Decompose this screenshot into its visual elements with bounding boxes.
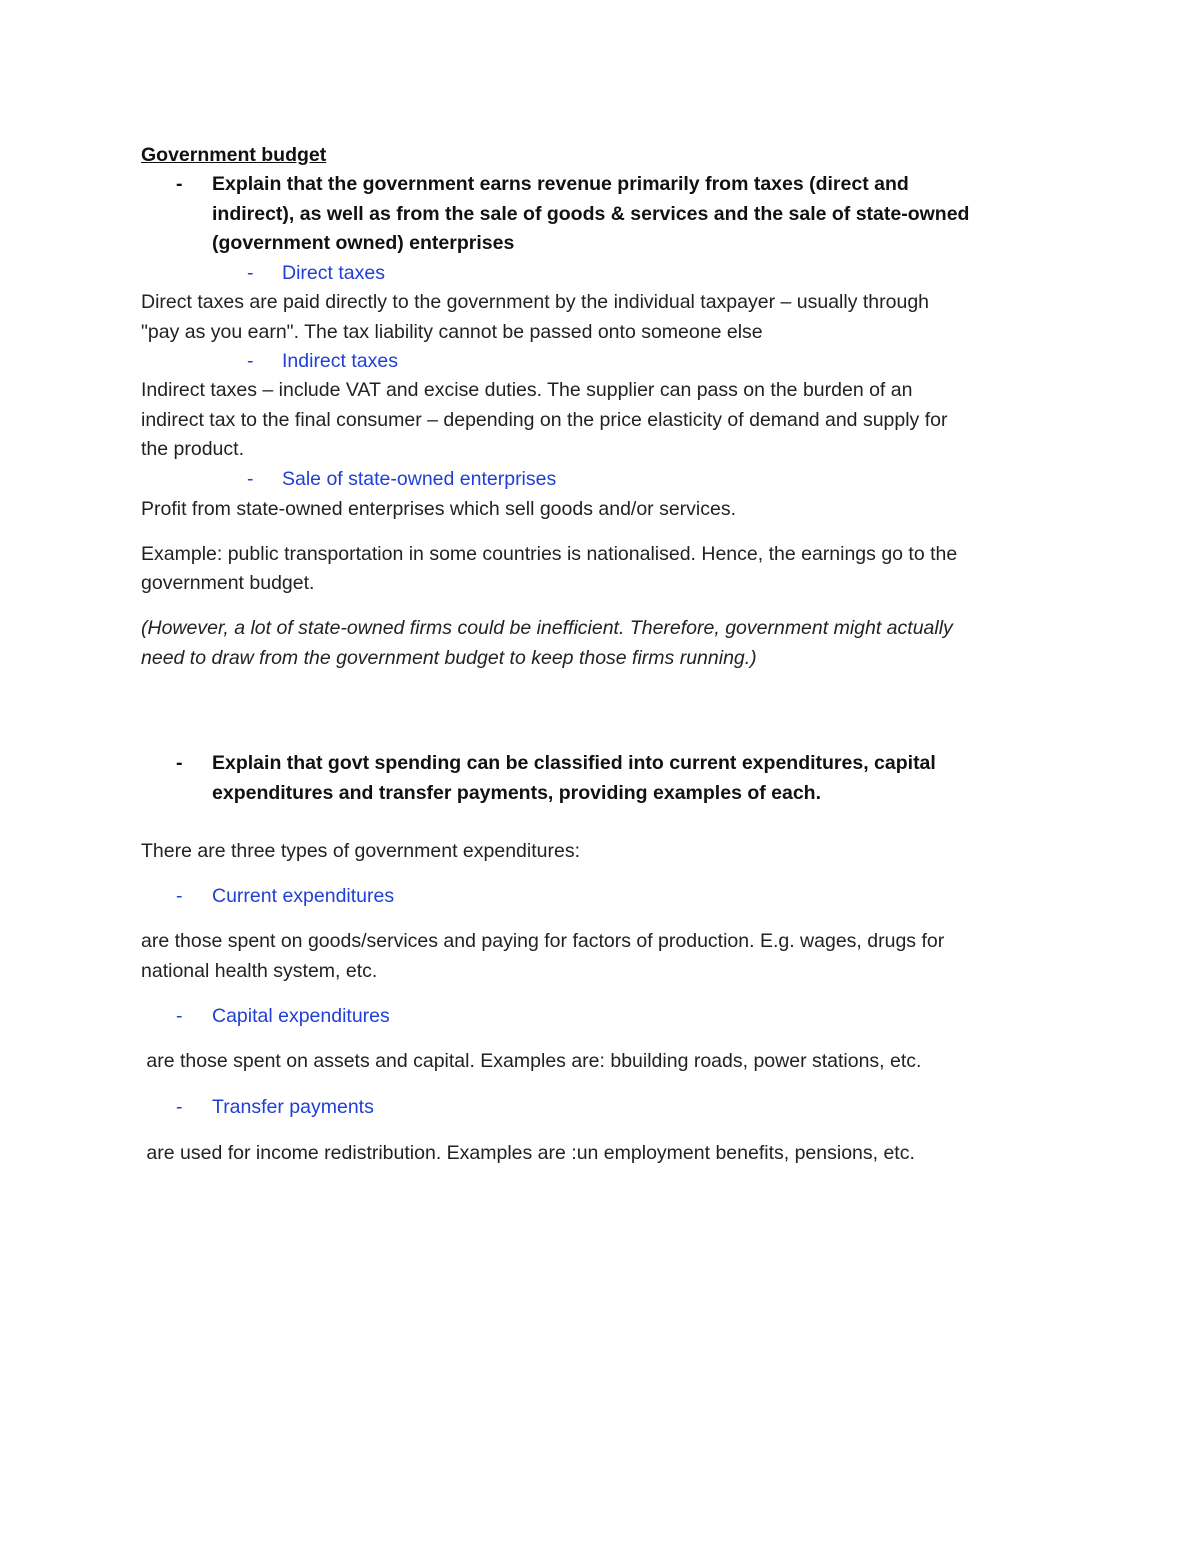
- document-title: Government budget: [141, 144, 327, 166]
- state-owned-body-line-1: Profit from state-owned enterprises which sell goods and/or services.: [141, 498, 737, 520]
- section2-bullet: -: [176, 752, 183, 774]
- current-expenditures-body-line-1: are those spent on goods/services and paying for factors of production. E.g. wages, drugs for: [141, 930, 945, 952]
- capital-expenditures-body: are those spent on assets and capital. Examples are: bbuilding roads, power stations, etc.: [141, 1050, 922, 1072]
- section2-heading-line-1: Explain that govt spending can be classified into current expenditures, capital: [212, 752, 936, 774]
- capital-expenditures-bullet: -: [176, 1005, 183, 1027]
- section2-intro: There are three types of government expenditures:: [141, 840, 580, 862]
- direct-taxes-label: Direct taxes: [282, 262, 385, 284]
- state-owned-label: Sale of state-owned enterprises: [282, 468, 557, 490]
- state-owned-example-line-2: government budget.: [141, 572, 315, 594]
- direct-taxes-body-line-1: Direct taxes are paid directly to the government by the individual taxpayer – usually through: [141, 291, 930, 313]
- transfer-payments-bullet: -: [176, 1096, 183, 1118]
- direct-taxes-bullet: -: [247, 262, 254, 284]
- capital-expenditures-label: Capital expenditures: [212, 1005, 390, 1027]
- indirect-taxes-bullet: -: [247, 350, 254, 372]
- section1-heading-line-1: Explain that the government earns revenue primarily from taxes (direct and: [212, 173, 909, 195]
- transfer-payments-body: are used for income redistribution. Examples are :un employment benefits, pensions, etc.: [141, 1142, 915, 1164]
- state-owned-note-line-2: need to draw from the government budget to keep those firms running.): [141, 647, 757, 669]
- section1-heading-line-2: indirect), as well as from the sale of goods & services and the sale of state-owned: [212, 203, 970, 225]
- state-owned-bullet: -: [247, 468, 254, 490]
- current-expenditures-bullet: -: [176, 885, 183, 907]
- indirect-taxes-body-line-3: the product.: [141, 438, 244, 460]
- current-expenditures-label: Current expenditures: [212, 885, 395, 907]
- current-expenditures-body-line-2: national health system, etc.: [141, 960, 378, 982]
- transfer-payments-label: Transfer payments: [212, 1096, 374, 1118]
- indirect-taxes-body-line-2: indirect tax to the final consumer – depending on the price elasticity of demand and supply for: [141, 409, 948, 431]
- indirect-taxes-body-line-1: Indirect taxes – include VAT and excise duties. The supplier can pass on the burden of an: [141, 379, 913, 401]
- indirect-taxes-label: Indirect taxes: [282, 350, 398, 372]
- section1-bullet: -: [176, 173, 183, 195]
- state-owned-example-line-1: Example: public transportation in some countries is nationalised. Hence, the earnings go to the: [141, 543, 958, 565]
- state-owned-note-line-1: (However, a lot of state-owned firms could be inefficient. Therefore, government might actually: [141, 617, 953, 639]
- section1-heading-line-3: (government owned) enterprises: [212, 232, 515, 254]
- section2-heading-line-2: expenditures and transfer payments, providing examples of each.: [212, 782, 822, 804]
- direct-taxes-body-line-2: "pay as you earn". The tax liability cannot be passed onto someone else: [141, 321, 763, 343]
